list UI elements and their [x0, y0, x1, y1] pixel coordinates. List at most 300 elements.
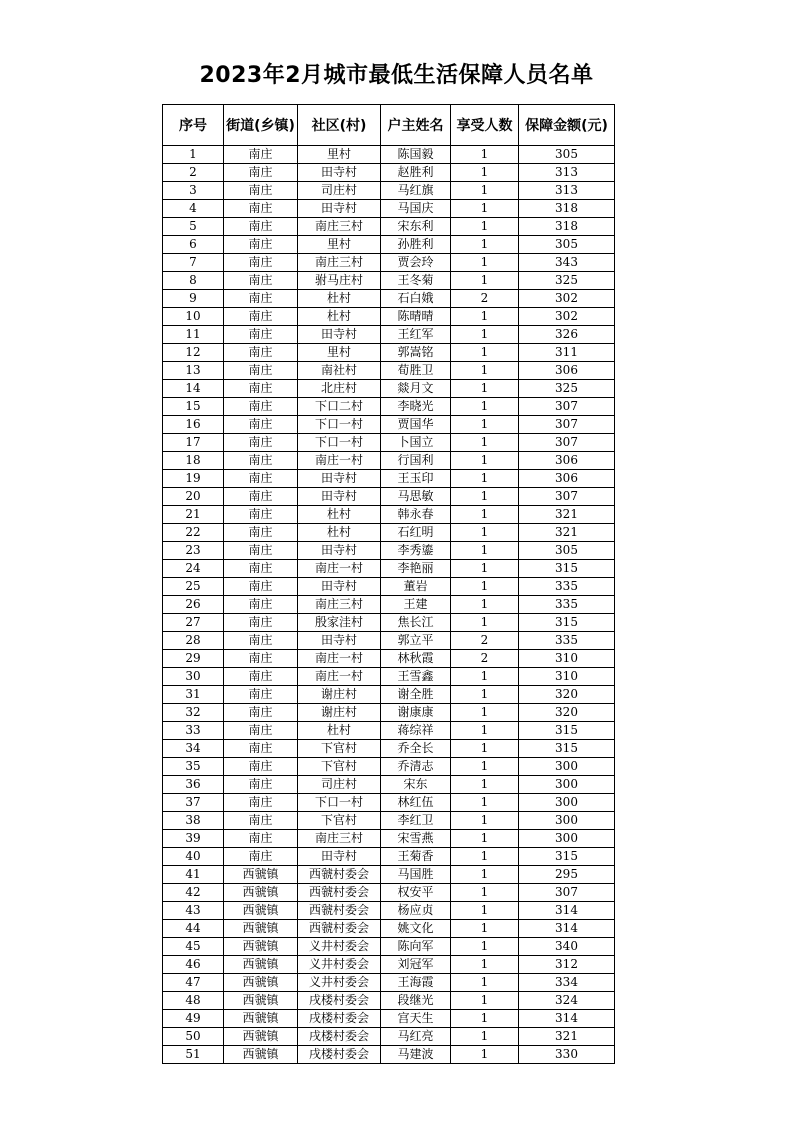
- cell-community: 南庄三村: [298, 218, 381, 236]
- cell-community: 田寺村: [298, 470, 381, 488]
- table-row: [163, 326, 615, 344]
- cell-community: 下官村: [298, 812, 381, 830]
- cell-community: 下口一村: [298, 416, 381, 434]
- cell-beneficiary-count: 1: [451, 164, 519, 182]
- cell-street: 南庄: [224, 506, 298, 524]
- cell-householder: 郭立平: [381, 632, 451, 650]
- cell-sequence: 47: [163, 974, 224, 992]
- cell-street: 西虢镇: [224, 956, 298, 974]
- cell-street: 南庄: [224, 848, 298, 866]
- cell-householder: 王冬菊: [381, 272, 451, 290]
- cell-sequence: 24: [163, 560, 224, 578]
- cell-community: 南庄一村: [298, 560, 381, 578]
- cell-street: 南庄: [224, 632, 298, 650]
- cell-street: 南庄: [224, 326, 298, 344]
- column-header-amount: 保障金额(元): [519, 105, 615, 146]
- cell-street: 南庄: [224, 722, 298, 740]
- cell-beneficiary-count: 1: [451, 830, 519, 848]
- cell-householder: 宋东利: [381, 218, 451, 236]
- cell-amount: 315: [519, 848, 615, 866]
- cell-community: 北庄村: [298, 380, 381, 398]
- cell-amount: 305: [519, 146, 615, 164]
- table-body: [163, 146, 615, 1064]
- cell-beneficiary-count: 1: [451, 362, 519, 380]
- cell-street: 南庄: [224, 740, 298, 758]
- cell-beneficiary-count: 1: [451, 434, 519, 452]
- cell-householder: 韩永春: [381, 506, 451, 524]
- cell-householder: 乔清志: [381, 758, 451, 776]
- cell-amount: 326: [519, 326, 615, 344]
- cell-beneficiary-count: 1: [451, 542, 519, 560]
- cell-sequence: 37: [163, 794, 224, 812]
- cell-street: 南庄: [224, 272, 298, 290]
- cell-householder: 孙胜利: [381, 236, 451, 254]
- cell-community: 杜村: [298, 506, 381, 524]
- cell-beneficiary-count: 1: [451, 308, 519, 326]
- cell-beneficiary-count: 1: [451, 470, 519, 488]
- cell-sequence: 13: [163, 362, 224, 380]
- table-row: [163, 578, 615, 596]
- table-row: [163, 506, 615, 524]
- cell-community: 下口二村: [298, 398, 381, 416]
- cell-street: 南庄: [224, 830, 298, 848]
- subsidy-roster-table: [162, 104, 615, 1064]
- cell-beneficiary-count: 1: [451, 884, 519, 902]
- cell-street: 南庄: [224, 362, 298, 380]
- cell-street: 南庄: [224, 560, 298, 578]
- cell-beneficiary-count: 1: [451, 974, 519, 992]
- cell-householder: 宋雪燕: [381, 830, 451, 848]
- table-row: [163, 344, 615, 362]
- cell-sequence: 15: [163, 398, 224, 416]
- column-header-beneficiary-count: 享受人数: [451, 105, 519, 146]
- cell-street: 南庄: [224, 614, 298, 632]
- cell-street: 南庄: [224, 776, 298, 794]
- cell-beneficiary-count: 1: [451, 398, 519, 416]
- table-row: [163, 272, 615, 290]
- cell-street: 西虢镇: [224, 884, 298, 902]
- cell-householder: 李晓光: [381, 398, 451, 416]
- cell-street: 南庄: [224, 686, 298, 704]
- cell-sequence: 33: [163, 722, 224, 740]
- table-row: [163, 866, 615, 884]
- table-row: [163, 236, 615, 254]
- cell-community: 南庄一村: [298, 650, 381, 668]
- cell-householder: 王菊香: [381, 848, 451, 866]
- cell-beneficiary-count: 1: [451, 1046, 519, 1064]
- cell-sequence: 28: [163, 632, 224, 650]
- cell-street: 南庄: [224, 488, 298, 506]
- cell-amount: 300: [519, 812, 615, 830]
- cell-sequence: 42: [163, 884, 224, 902]
- cell-householder: 马红亮: [381, 1028, 451, 1046]
- cell-beneficiary-count: 1: [451, 956, 519, 974]
- cell-sequence: 3: [163, 182, 224, 200]
- cell-street: 南庄: [224, 794, 298, 812]
- cell-householder: 董岩: [381, 578, 451, 596]
- cell-amount: 305: [519, 542, 615, 560]
- cell-street: 南庄: [224, 758, 298, 776]
- cell-sequence: 9: [163, 290, 224, 308]
- table-row: [163, 218, 615, 236]
- cell-community: 义井村委会: [298, 956, 381, 974]
- cell-street: 南庄: [224, 596, 298, 614]
- table-row: [163, 938, 615, 956]
- cell-street: 南庄: [224, 578, 298, 596]
- cell-community: 南社村: [298, 362, 381, 380]
- cell-community: 戌楼村委会: [298, 1046, 381, 1064]
- cell-street: 南庄: [224, 344, 298, 362]
- table-row: [163, 992, 615, 1010]
- cell-amount: 321: [519, 506, 615, 524]
- cell-householder: 宫天生: [381, 1010, 451, 1028]
- cell-street: 西虢镇: [224, 920, 298, 938]
- table-row: [163, 164, 615, 182]
- cell-householder: 杨应贞: [381, 902, 451, 920]
- cell-amount: 307: [519, 416, 615, 434]
- cell-householder: 李秀鎏: [381, 542, 451, 560]
- cell-householder: 贾国华: [381, 416, 451, 434]
- cell-street: 南庄: [224, 146, 298, 164]
- cell-sequence: 20: [163, 488, 224, 506]
- cell-street: 西虢镇: [224, 974, 298, 992]
- cell-sequence: 21: [163, 506, 224, 524]
- cell-sequence: 48: [163, 992, 224, 1010]
- cell-street: 南庄: [224, 218, 298, 236]
- table-row: [163, 650, 615, 668]
- cell-amount: 306: [519, 362, 615, 380]
- page-title: 2023年2月城市最低生活保障人员名单: [199, 63, 594, 88]
- cell-householder: 刘冠军: [381, 956, 451, 974]
- cell-sequence: 11: [163, 326, 224, 344]
- cell-beneficiary-count: 1: [451, 524, 519, 542]
- cell-community: 南庄一村: [298, 452, 381, 470]
- cell-community: 杜村: [298, 290, 381, 308]
- cell-sequence: 8: [163, 272, 224, 290]
- cell-amount: 300: [519, 794, 615, 812]
- header-row: [163, 105, 615, 146]
- cell-sequence: 5: [163, 218, 224, 236]
- cell-amount: 321: [519, 1028, 615, 1046]
- column-header-street: 街道(乡镇): [224, 105, 298, 146]
- cell-householder: 石白娥: [381, 290, 451, 308]
- table-row: [163, 884, 615, 902]
- cell-community: 田寺村: [298, 326, 381, 344]
- column-header-sequence: 序号: [163, 105, 224, 146]
- cell-amount: 325: [519, 380, 615, 398]
- cell-sequence: 25: [163, 578, 224, 596]
- cell-amount: 324: [519, 992, 615, 1010]
- cell-street: 南庄: [224, 416, 298, 434]
- cell-amount: 340: [519, 938, 615, 956]
- cell-community: 里村: [298, 236, 381, 254]
- cell-street: 南庄: [224, 704, 298, 722]
- cell-street: 南庄: [224, 812, 298, 830]
- cell-amount: 314: [519, 920, 615, 938]
- cell-beneficiary-count: 1: [451, 704, 519, 722]
- cell-sequence: 49: [163, 1010, 224, 1028]
- table-row: [163, 974, 615, 992]
- cell-community: 戌楼村委会: [298, 1028, 381, 1046]
- table-row: [163, 812, 615, 830]
- cell-amount: 300: [519, 776, 615, 794]
- cell-householder: 马建波: [381, 1046, 451, 1064]
- cell-householder: 行国利: [381, 452, 451, 470]
- cell-sequence: 40: [163, 848, 224, 866]
- cell-beneficiary-count: 1: [451, 254, 519, 272]
- cell-community: 南庄三村: [298, 830, 381, 848]
- table-row: [163, 632, 615, 650]
- cell-sequence: 7: [163, 254, 224, 272]
- cell-beneficiary-count: 1: [451, 272, 519, 290]
- cell-householder: 林秋霞: [381, 650, 451, 668]
- cell-beneficiary-count: 1: [451, 866, 519, 884]
- cell-community: 西虢村委会: [298, 902, 381, 920]
- cell-sequence: 50: [163, 1028, 224, 1046]
- cell-beneficiary-count: 1: [451, 794, 519, 812]
- cell-householder: 李红卫: [381, 812, 451, 830]
- cell-community: 杜村: [298, 722, 381, 740]
- cell-sequence: 16: [163, 416, 224, 434]
- cell-street: 南庄: [224, 398, 298, 416]
- table-row: [163, 542, 615, 560]
- cell-amount: 335: [519, 578, 615, 596]
- table-row: [163, 146, 615, 164]
- cell-householder: 王玉印: [381, 470, 451, 488]
- cell-householder: 姚文化: [381, 920, 451, 938]
- cell-householder: 荀胜卫: [381, 362, 451, 380]
- cell-community: 田寺村: [298, 164, 381, 182]
- cell-community: 下口一村: [298, 794, 381, 812]
- cell-sequence: 36: [163, 776, 224, 794]
- cell-beneficiary-count: 1: [451, 740, 519, 758]
- cell-amount: 325: [519, 272, 615, 290]
- cell-amount: 306: [519, 452, 615, 470]
- cell-street: 南庄: [224, 308, 298, 326]
- cell-community: 杜村: [298, 524, 381, 542]
- cell-sequence: 38: [163, 812, 224, 830]
- cell-community: 西虢村委会: [298, 884, 381, 902]
- cell-community: 田寺村: [298, 200, 381, 218]
- cell-amount: 334: [519, 974, 615, 992]
- cell-street: 南庄: [224, 380, 298, 398]
- cell-sequence: 22: [163, 524, 224, 542]
- cell-amount: 318: [519, 200, 615, 218]
- cell-householder: 赵胜利: [381, 164, 451, 182]
- cell-householder: 段继光: [381, 992, 451, 1010]
- cell-sequence: 43: [163, 902, 224, 920]
- cell-beneficiary-count: 1: [451, 812, 519, 830]
- cell-sequence: 19: [163, 470, 224, 488]
- cell-householder: 马红旗: [381, 182, 451, 200]
- cell-street: 南庄: [224, 434, 298, 452]
- table-row: [163, 596, 615, 614]
- cell-amount: 302: [519, 290, 615, 308]
- cell-community: 田寺村: [298, 848, 381, 866]
- cell-amount: 335: [519, 596, 615, 614]
- cell-householder: 焦长江: [381, 614, 451, 632]
- cell-householder: 乔全长: [381, 740, 451, 758]
- cell-sequence: 45: [163, 938, 224, 956]
- cell-householder: 谢全胜: [381, 686, 451, 704]
- cell-street: 西虢镇: [224, 992, 298, 1010]
- table-row: [163, 560, 615, 578]
- cell-householder: 马国胜: [381, 866, 451, 884]
- cell-sequence: 51: [163, 1046, 224, 1064]
- cell-amount: 335: [519, 632, 615, 650]
- cell-beneficiary-count: 1: [451, 668, 519, 686]
- cell-amount: 315: [519, 560, 615, 578]
- cell-beneficiary-count: 1: [451, 182, 519, 200]
- cell-community: 里村: [298, 146, 381, 164]
- cell-amount: 307: [519, 398, 615, 416]
- cell-amount: 313: [519, 164, 615, 182]
- cell-street: 南庄: [224, 182, 298, 200]
- cell-street: 南庄: [224, 236, 298, 254]
- cell-sequence: 46: [163, 956, 224, 974]
- cell-amount: 307: [519, 488, 615, 506]
- cell-community: 杜村: [298, 308, 381, 326]
- cell-sequence: 34: [163, 740, 224, 758]
- cell-householder: 权安平: [381, 884, 451, 902]
- cell-amount: 311: [519, 344, 615, 362]
- cell-beneficiary-count: 1: [451, 992, 519, 1010]
- cell-community: 南庄一村: [298, 668, 381, 686]
- cell-beneficiary-count: 1: [451, 344, 519, 362]
- cell-amount: 314: [519, 902, 615, 920]
- cell-street: 西虢镇: [224, 902, 298, 920]
- table-row: [163, 1010, 615, 1028]
- table-row: [163, 488, 615, 506]
- cell-street: 南庄: [224, 524, 298, 542]
- cell-beneficiary-count: 1: [451, 722, 519, 740]
- cell-street: 南庄: [224, 254, 298, 272]
- table-row: [163, 848, 615, 866]
- table-row: [163, 380, 615, 398]
- cell-beneficiary-count: 1: [451, 488, 519, 506]
- cell-sequence: 10: [163, 308, 224, 326]
- cell-beneficiary-count: 1: [451, 560, 519, 578]
- cell-community: 下官村: [298, 740, 381, 758]
- cell-amount: 305: [519, 236, 615, 254]
- table-row: [163, 920, 615, 938]
- cell-sequence: 4: [163, 200, 224, 218]
- cell-community: 义井村委会: [298, 974, 381, 992]
- cell-street: 西虢镇: [224, 1028, 298, 1046]
- cell-beneficiary-count: 1: [451, 380, 519, 398]
- cell-amount: 320: [519, 704, 615, 722]
- cell-community: 殷家洼村: [298, 614, 381, 632]
- cell-community: 下官村: [298, 758, 381, 776]
- cell-sequence: 6: [163, 236, 224, 254]
- cell-amount: 321: [519, 524, 615, 542]
- cell-beneficiary-count: 1: [451, 452, 519, 470]
- cell-community: 谢庄村: [298, 704, 381, 722]
- cell-sequence: 26: [163, 596, 224, 614]
- cell-beneficiary-count: 1: [451, 848, 519, 866]
- cell-sequence: 18: [163, 452, 224, 470]
- cell-householder: 王海霞: [381, 974, 451, 992]
- table-row: [163, 398, 615, 416]
- cell-community: 田寺村: [298, 542, 381, 560]
- cell-householder: 王雪鑫: [381, 668, 451, 686]
- table-row: [163, 416, 615, 434]
- cell-sequence: 35: [163, 758, 224, 776]
- cell-street: 南庄: [224, 650, 298, 668]
- cell-sequence: 31: [163, 686, 224, 704]
- table-row: [163, 686, 615, 704]
- cell-beneficiary-count: 1: [451, 236, 519, 254]
- cell-amount: 300: [519, 758, 615, 776]
- cell-street: 南庄: [224, 200, 298, 218]
- column-header-community: 社区(村): [298, 105, 381, 146]
- cell-street: 西虢镇: [224, 1046, 298, 1064]
- table-row: [163, 614, 615, 632]
- cell-sequence: 27: [163, 614, 224, 632]
- cell-sequence: 41: [163, 866, 224, 884]
- cell-beneficiary-count: 1: [451, 1010, 519, 1028]
- table-row: [163, 524, 615, 542]
- table-row: [163, 668, 615, 686]
- cell-street: 西虢镇: [224, 1010, 298, 1028]
- cell-householder: 王建: [381, 596, 451, 614]
- cell-householder: 贾会玲: [381, 254, 451, 272]
- cell-street: 南庄: [224, 542, 298, 560]
- table-row: [163, 794, 615, 812]
- cell-amount: 313: [519, 182, 615, 200]
- table-row: [163, 704, 615, 722]
- table-row: [163, 470, 615, 488]
- cell-sequence: 23: [163, 542, 224, 560]
- cell-amount: 310: [519, 650, 615, 668]
- cell-community: 西虢村委会: [298, 920, 381, 938]
- cell-householder: 马思敏: [381, 488, 451, 506]
- cell-householder: 石红明: [381, 524, 451, 542]
- cell-community: 驸马庄村: [298, 272, 381, 290]
- cell-street: 南庄: [224, 470, 298, 488]
- cell-street: 南庄: [224, 452, 298, 470]
- table-row: [163, 452, 615, 470]
- cell-community: 下口一村: [298, 434, 381, 452]
- table-row: [163, 902, 615, 920]
- cell-amount: 315: [519, 614, 615, 632]
- table-row: [163, 254, 615, 272]
- cell-community: 南庄三村: [298, 596, 381, 614]
- cell-street: 南庄: [224, 290, 298, 308]
- cell-community: 田寺村: [298, 488, 381, 506]
- cell-sequence: 14: [163, 380, 224, 398]
- cell-beneficiary-count: 1: [451, 1028, 519, 1046]
- cell-householder: 王红军: [381, 326, 451, 344]
- cell-householder: 陈晴晴: [381, 308, 451, 326]
- cell-amount: 343: [519, 254, 615, 272]
- cell-beneficiary-count: 2: [451, 650, 519, 668]
- cell-amount: 330: [519, 1046, 615, 1064]
- cell-householder: 卜国立: [381, 434, 451, 452]
- cell-amount: 314: [519, 1010, 615, 1028]
- cell-beneficiary-count: 1: [451, 146, 519, 164]
- table-row: [163, 362, 615, 380]
- table-row: [163, 758, 615, 776]
- cell-street: 南庄: [224, 164, 298, 182]
- cell-beneficiary-count: 1: [451, 758, 519, 776]
- cell-sequence: 17: [163, 434, 224, 452]
- table-row: [163, 434, 615, 452]
- cell-householder: 郭嵩铭: [381, 344, 451, 362]
- cell-sequence: 2: [163, 164, 224, 182]
- cell-householder: 陈国毅: [381, 146, 451, 164]
- cell-sequence: 1: [163, 146, 224, 164]
